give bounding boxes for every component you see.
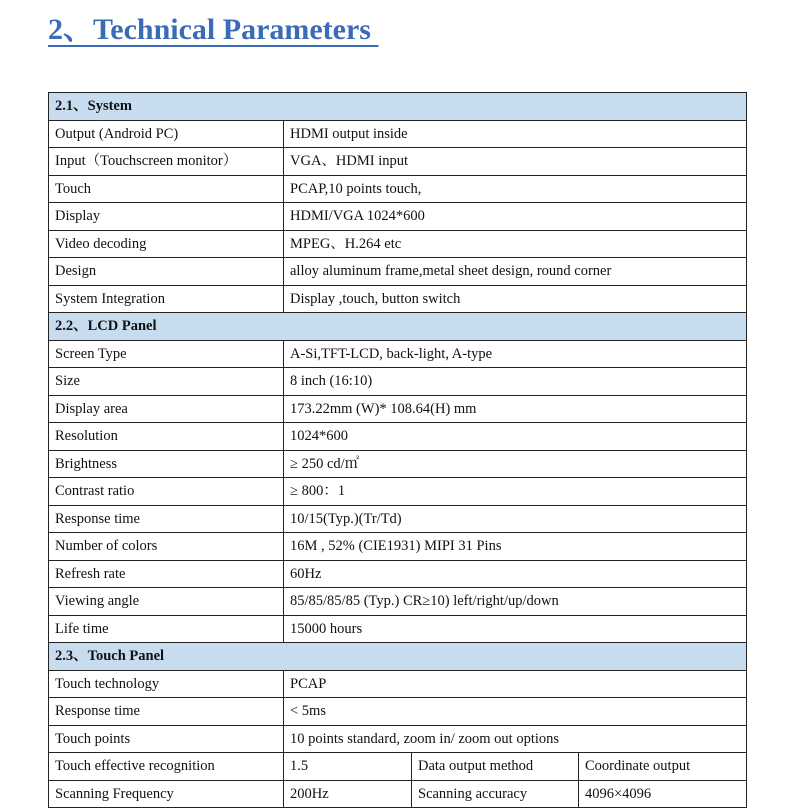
param-label: Scanning Frequency <box>49 780 284 808</box>
table-row <box>49 670 747 698</box>
param-label: Number of colors <box>49 533 284 561</box>
table-row <box>49 258 747 286</box>
param-value: 8 inch (16:10) <box>284 368 747 396</box>
param-value: ≥ 800：1 <box>284 478 747 506</box>
table-row-split <box>49 753 747 781</box>
param-label: Resolution <box>49 423 284 451</box>
param-value: HDMI/VGA 1024*600 <box>284 203 747 231</box>
param-value: PCAP,10 points touch, <box>284 175 747 203</box>
param-value: 200Hz <box>284 780 412 808</box>
param-value: 10 points standard, zoom in/ zoom out options <box>284 725 747 753</box>
param-value: 16M , 52% (CIE1931) MIPI 31 Pins <box>284 533 747 561</box>
section-header-row <box>49 313 747 341</box>
table-row <box>49 285 747 313</box>
spec-table-body <box>49 93 747 808</box>
param-label: Output (Android PC) <box>49 120 284 148</box>
param-value: < 5ms <box>284 698 747 726</box>
section-heading: 2.3、Touch Panel <box>49 643 747 671</box>
table-row <box>49 230 747 258</box>
spec-table <box>48 92 747 808</box>
table-row-split <box>49 780 747 808</box>
param-label: Screen Type <box>49 340 284 368</box>
param-value: 173.22mm (W)* 108.64(H) mm <box>284 395 747 423</box>
param-value: 1024*600 <box>284 423 747 451</box>
param-value-secondary: 4096×4096 <box>579 780 747 808</box>
table-row <box>49 615 747 643</box>
table-row <box>49 175 747 203</box>
param-label: Viewing angle <box>49 588 284 616</box>
param-label: Response time <box>49 505 284 533</box>
param-label: Touch points <box>49 725 284 753</box>
param-label: Contrast ratio <box>49 478 284 506</box>
table-row <box>49 340 747 368</box>
table-row <box>49 120 747 148</box>
param-label: Size <box>49 368 284 396</box>
param-value: 1.5 <box>284 753 412 781</box>
table-row <box>49 395 747 423</box>
page-title: 2、Technical Parameters <box>48 13 379 46</box>
table-row <box>49 505 747 533</box>
param-value-secondary: Coordinate output <box>579 753 747 781</box>
section-header-row <box>49 93 747 121</box>
param-label: Input（Touchscreen monitor） <box>49 148 284 176</box>
param-label: Life time <box>49 615 284 643</box>
param-label: Brightness <box>49 450 284 478</box>
param-value: HDMI output inside <box>284 120 747 148</box>
param-label: Display area <box>49 395 284 423</box>
param-label: System Integration <box>49 285 284 313</box>
table-row <box>49 203 747 231</box>
param-value: alloy aluminum frame,metal sheet design, round corner <box>284 258 747 286</box>
param-label: Refresh rate <box>49 560 284 588</box>
param-value: VGA、HDMI input <box>284 148 747 176</box>
table-row <box>49 423 747 451</box>
param-label: Video decoding <box>49 230 284 258</box>
table-row <box>49 148 747 176</box>
param-label-secondary: Scanning accuracy <box>412 780 579 808</box>
section-heading: 2.2、LCD Panel <box>49 313 747 341</box>
param-value: Display ,touch, button switch <box>284 285 747 313</box>
param-label-secondary: Data output method <box>412 753 579 781</box>
param-value: 15000 hours <box>284 615 747 643</box>
table-row <box>49 725 747 753</box>
table-row <box>49 560 747 588</box>
param-label: Touch technology <box>49 670 284 698</box>
table-row <box>49 698 747 726</box>
param-value: 10/15(Typ.)(Tr/Td) <box>284 505 747 533</box>
param-label: Response time <box>49 698 284 726</box>
param-value: A-Si,TFT-LCD, back-light, A-type <box>284 340 747 368</box>
table-row <box>49 588 747 616</box>
param-label: Display <box>49 203 284 231</box>
section-heading: 2.1、System <box>49 93 747 121</box>
param-value: 60Hz <box>284 560 747 588</box>
table-row <box>49 478 747 506</box>
param-value: ≥ 250 cd/㎡ <box>284 450 747 478</box>
param-label: Design <box>49 258 284 286</box>
param-value: 85/85/85/85 (Typ.) CR≥10) left/right/up/down <box>284 588 747 616</box>
param-value: PCAP <box>284 670 747 698</box>
section-header-row <box>49 643 747 671</box>
table-row <box>49 450 747 478</box>
param-label: Touch <box>49 175 284 203</box>
table-row <box>49 368 747 396</box>
param-value: MPEG、H.264 etc <box>284 230 747 258</box>
table-row <box>49 533 747 561</box>
param-label: Touch effective recognition <box>49 753 284 781</box>
